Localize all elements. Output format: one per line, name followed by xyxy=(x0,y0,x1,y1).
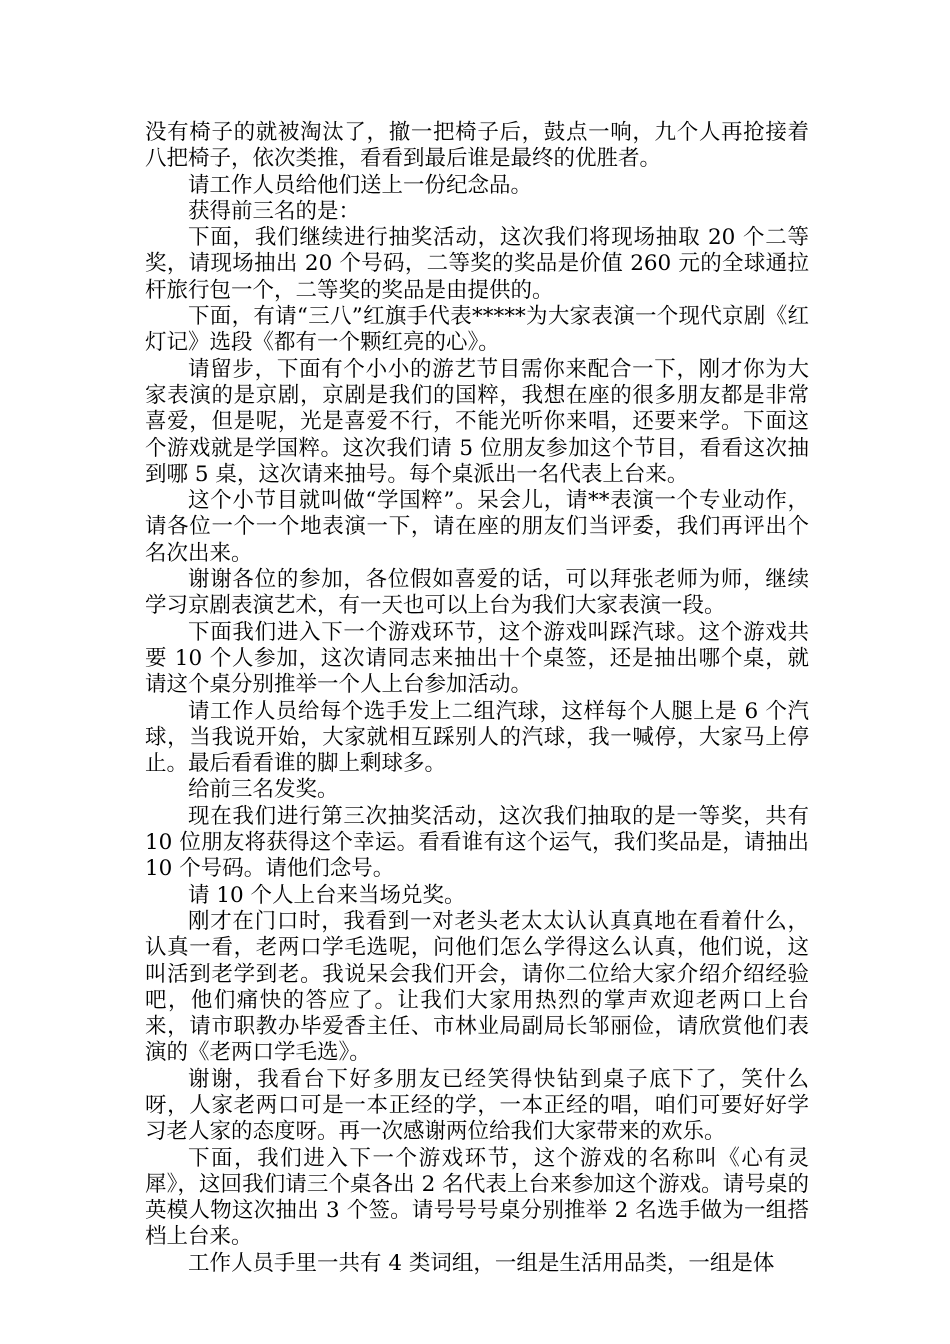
paragraph-2: 请工作人员给他们送上一份纪念品。 xyxy=(188,172,533,198)
paragraph-10: 请工作人员给每个选手发上二组汽球，这样每个人腿上是 6 个汽球，当我说开始，大家就相互踩别人的汽球，我一喊停，大家马上停止。最后看看谁的脚上剩球多。 xyxy=(145,698,809,777)
paragraph-15: 谢谢，我看台下好多朋友已经笑得快钻到桌子底下了，笑什么呀，人家老两口可是一本正经的学，一本正经的唱，咱们可要好好学习老人家的态度呀。再一次感谢两位给我们大家带来的欢乐。 xyxy=(145,1066,809,1145)
paragraph-5: 下面，有请“三八”红旗手代表*****为大家表演一个现代京剧《红灯记》选段《都有一个颗红亮的心》。 xyxy=(145,304,809,356)
paragraph-13: 请 10 个人上台来当场兑奖。 xyxy=(188,882,466,908)
paragraph-6: 请留步，下面有个小小的游艺节目需你来配合一下，刚才你为大家表演的是京剧，京剧是我们的国粹，我想在座的很多朋友都是非常喜爱，但是呢，光是喜爱不行，不能光听你来唱，还要来学。下面这个游戏就是学国粹。这次我们请 5 位朋友参加这个节目，看看这次抽到哪 5 桌，这次请来抽号。每个桌派出一名代表上台来。 xyxy=(145,356,809,487)
paragraph-14: 刚才在门口时，我看到一对老头老太太认认真真地在看着什么，认真一看，老两口学毛选呢，问他们怎么学得这么认真，他们说，这叫活到老学到老。我说呆会我们开会，请你二位给大家介绍介绍经验吧，他们痛快的答应了。让我们大家用热烈的掌声欢迎老两口上台来，请市职教办毕爱香主任、市林业局副局长邹丽俭，请欣赏他们表演的《老两口学毛选》。 xyxy=(145,908,809,1066)
paragraph-4: 下面，我们继续进行抽奖活动，这次我们将现场抽取 20 个二等奖，请现场抽出 20 个号码，二等奖的奖品是价值 260 元的全球通拉杆旅行包一个，二等奖的奖品是由提供的。 xyxy=(145,225,809,303)
paragraph-7: 这个小节目就叫做“学国粹”。呆会儿，请**表演一个专业动作，请各位一个一个地表演一下，请在座的朋友们当评委，我们再评出个名次出来。 xyxy=(145,488,809,566)
paragraph-12: 现在我们进行第三次抽奖活动，这次我们抽取的是一等奖，共有 10 位朋友将获得这个幸运。看看谁有这个运气，我们奖品是，请抽出 10 个号码。请他们念号。 xyxy=(145,803,809,882)
paragraph-9: 下面我们进入下一个游戏环节，这个游戏叫踩汽球。这个游戏共要 10 个人参加，这次请同志来抽出十个桌签，还是抽出哪个桌，就请这个桌分别推举一个人上台参加活动。 xyxy=(145,619,809,698)
paragraph-16: 下面，我们进入下一个游戏环节，这个游戏的名称叫《心有灵犀》，这回我们请三个桌各出 2 名代表上台来参加这个游戏。请号桌的英模人物这次抽出 3 个签。请号号号桌分别推举 2 名选手做为一组搭档上台来。 xyxy=(145,1145,809,1250)
paragraph-1: 没有椅子的就被淘汰了，撤一把椅子后，鼓点一响，九个人再抢接着八把椅子，依次类推，看看到最后谁是最终的优胜者。 xyxy=(145,120,809,172)
paragraph-17: 工作人员手里一共有 4 类词组，一组是生活用品类，一组是体 xyxy=(188,1250,775,1276)
paragraph-11: 给前三名发奖。 xyxy=(188,777,339,803)
paragraph-8: 谢谢各位的参加，各位假如喜爱的话，可以拜张老师为师，继续学习京剧表演艺术，有一天也可以上台为我们大家表演一段。 xyxy=(145,567,809,619)
paragraph-3: 获得前三名的是： xyxy=(188,198,361,224)
document-page xyxy=(145,120,809,1277)
